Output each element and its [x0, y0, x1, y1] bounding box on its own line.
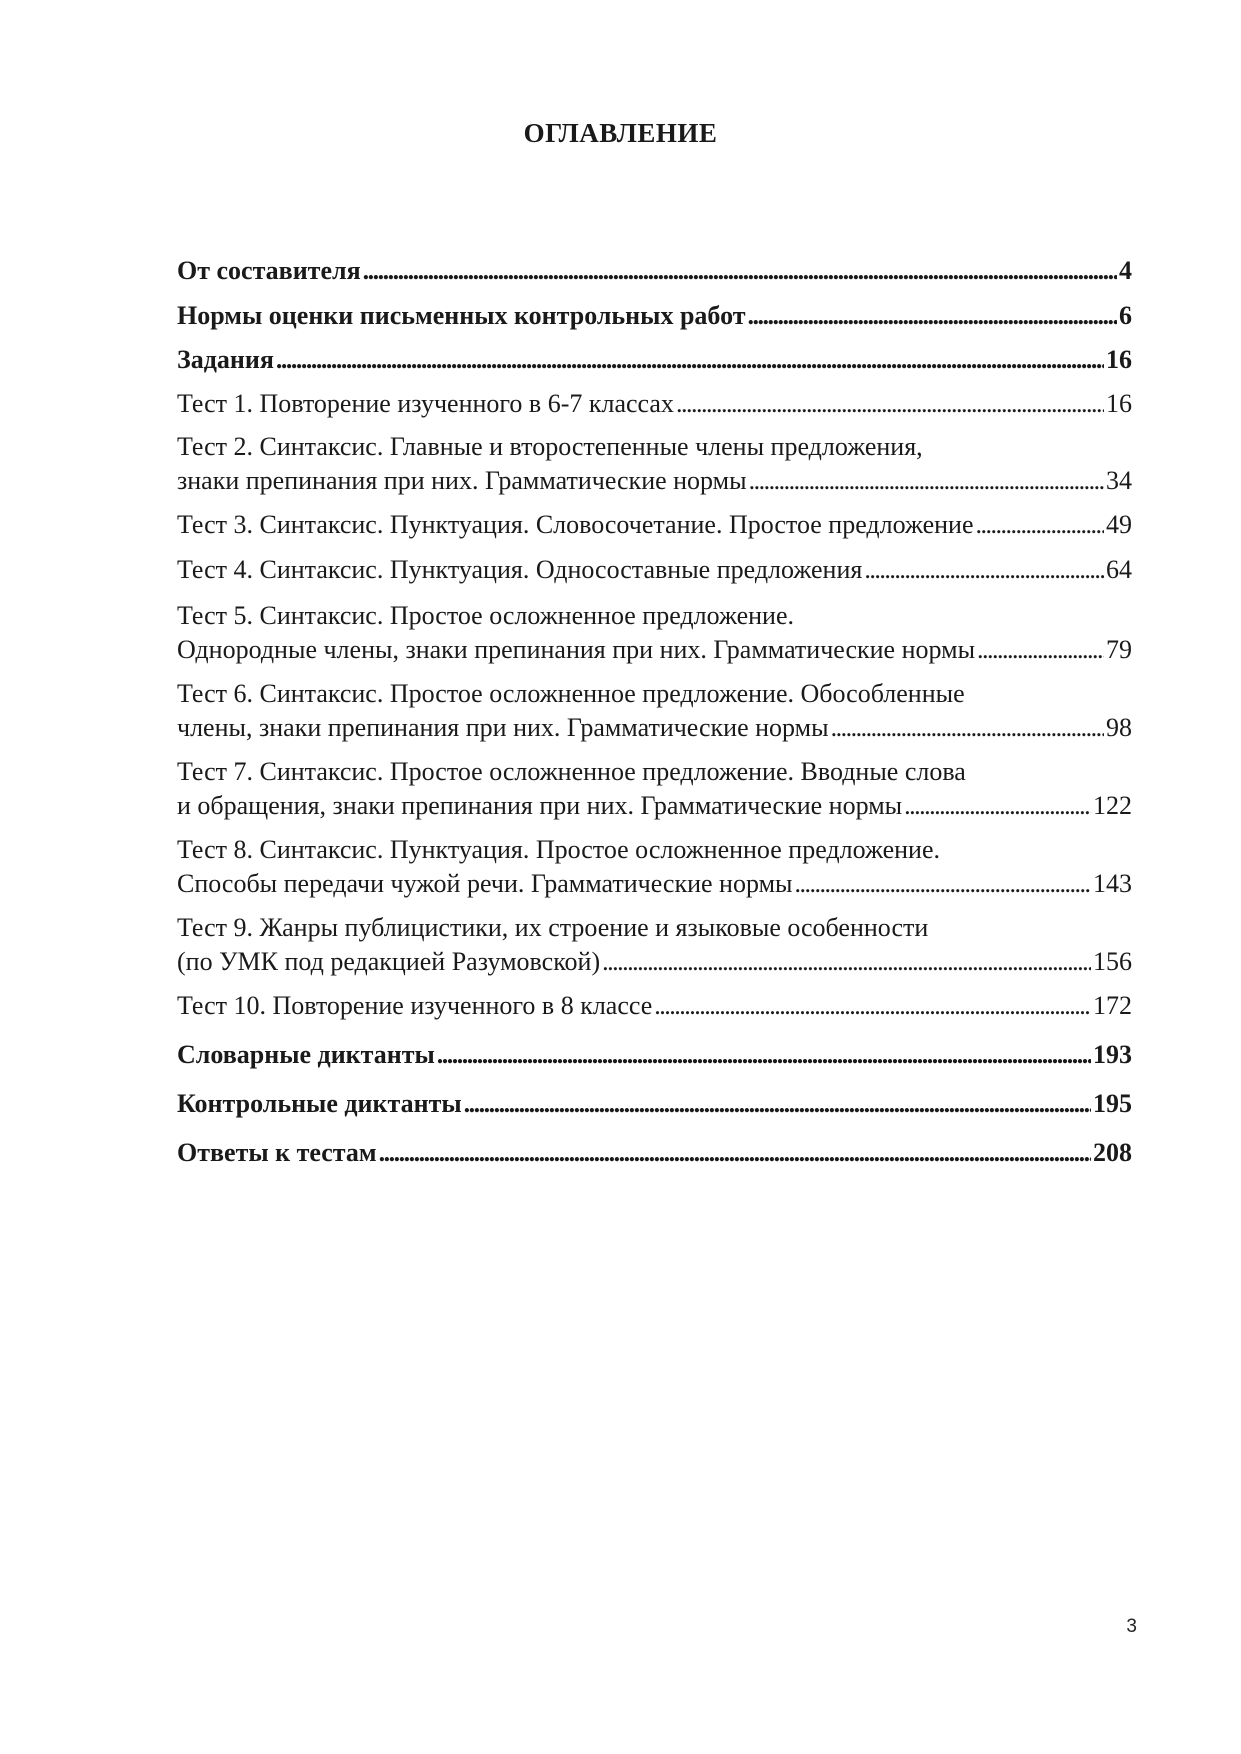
toc-entry[interactable]	[177, 989, 1132, 1023]
toc-entry-page: 98	[1106, 713, 1132, 742]
toc-entry-page: 64	[1106, 555, 1132, 584]
toc-entry-title: и обращения, знаки препинания при них. Грамматические нормы	[177, 791, 903, 820]
toc-entry-title: Задания	[177, 345, 274, 374]
toc-entry-title-line1: Тест 5. Синтаксис. Простое осложненное предложение.	[177, 601, 795, 630]
leader-dots	[795, 867, 1092, 901]
leader-dots	[831, 711, 1104, 745]
toc-entry[interactable]	[177, 343, 1132, 377]
page-number: 3	[1126, 1616, 1137, 1637]
toc-entry-title: Тест 10. Повторение изученного в 8 классе	[177, 991, 653, 1020]
toc-entry[interactable]	[177, 553, 1132, 587]
toc-entry[interactable]	[177, 755, 1132, 823]
toc-entry-title: Нормы оценки письменных контрольных работ	[177, 301, 746, 330]
leader-dots	[977, 633, 1104, 667]
toc-entry-page: 122	[1093, 791, 1132, 820]
toc-entry-page: 16	[1106, 345, 1132, 374]
toc-entry-page: 195	[1093, 1089, 1132, 1118]
toc-entry-title-line1: Тест 2. Синтаксис. Главные и второстепенные члены предложения,	[177, 432, 923, 461]
toc-entry-title: знаки препинания при них. Грамматические нормы	[177, 466, 747, 495]
toc-entry-page: 4	[1119, 256, 1132, 285]
toc-entry-title-line1: Тест 8. Синтаксис. Пунктуация. Простое осложненное предложение.	[177, 835, 940, 864]
toc-entry-title: Тест 1. Повторение изученного в 6-7 классах	[177, 389, 674, 418]
toc-entry[interactable]	[177, 430, 1132, 498]
toc-entry-title: Тест 3. Синтаксис. Пунктуация. Словосочетание. Простое предложение	[177, 510, 974, 539]
leader-dots	[464, 1087, 1091, 1121]
leader-dots	[864, 553, 1104, 587]
leader-dots	[379, 1136, 1091, 1170]
toc-entry-page: 172	[1093, 991, 1132, 1020]
leader-dots	[676, 387, 1104, 421]
toc-entry-title: члены, знаки препинания при них. Грамматические нормы	[177, 713, 829, 742]
leader-dots	[749, 464, 1104, 498]
toc-entry-page: 49	[1106, 510, 1132, 539]
toc-entry[interactable]	[177, 599, 1132, 667]
toc-entry[interactable]	[177, 911, 1132, 979]
toc-entry-title: Способы передачи чужой речи. Грамматические нормы	[177, 869, 793, 898]
toc-entry-title: Ответы к тестам	[177, 1138, 377, 1167]
toc-entry-title-line1: Тест 6. Синтаксис. Простое осложненное предложение. Обособленные	[177, 679, 965, 708]
toc-entry[interactable]	[177, 508, 1132, 542]
leader-dots	[363, 254, 1117, 288]
toc-entry-page: 6	[1119, 301, 1132, 330]
leader-dots	[654, 989, 1091, 1023]
toc-entry-title-line1: Тест 7. Синтаксис. Простое осложненное предложение. Вводные слова	[177, 757, 966, 786]
leader-dots	[748, 299, 1117, 333]
toc-entry-page: 16	[1106, 389, 1132, 418]
toc-entry-title: Контрольные диктанты	[177, 1089, 462, 1118]
toc-entry[interactable]	[177, 299, 1132, 333]
leader-dots	[976, 508, 1104, 542]
toc-entry-title: Однородные члены, знаки препинания при них. Грамматические нормы	[177, 635, 976, 664]
toc-entry[interactable]	[177, 1087, 1132, 1121]
leader-dots	[437, 1038, 1091, 1072]
toc-entry[interactable]	[177, 387, 1132, 421]
toc-entry-page: 79	[1106, 635, 1132, 664]
toc-entry-title: (по УМК под редакцией Разумовской)	[177, 947, 601, 976]
toc-entry[interactable]	[177, 1038, 1132, 1072]
toc-entry[interactable]	[177, 833, 1132, 901]
toc-entry-title-line1: Тест 9. Жанры публицистики, их строение и языковые особенности	[177, 913, 929, 942]
leader-dots	[904, 789, 1091, 823]
toc-entry[interactable]	[177, 254, 1132, 288]
leader-dots	[276, 343, 1104, 377]
leader-dots	[602, 945, 1091, 979]
toc-entry-page: 208	[1093, 1138, 1132, 1167]
table-of-contents	[177, 254, 1132, 1170]
toc-entry-title: Словарные диктанты	[177, 1040, 435, 1069]
toc-entry-title: Тест 4. Синтаксис. Пунктуация. Односоставные предложения	[177, 555, 863, 584]
toc-entry-page: 34	[1106, 466, 1132, 495]
toc-entry-title: От составителя	[177, 256, 361, 285]
toc-entry[interactable]	[177, 677, 1132, 745]
page-title: ОГЛАВЛЕНИЕ	[523, 118, 718, 148]
toc-entry[interactable]	[177, 1136, 1132, 1170]
toc-entry-page: 156	[1093, 947, 1132, 976]
toc-entry-page: 143	[1093, 869, 1132, 898]
toc-entry-page: 193	[1093, 1040, 1132, 1069]
